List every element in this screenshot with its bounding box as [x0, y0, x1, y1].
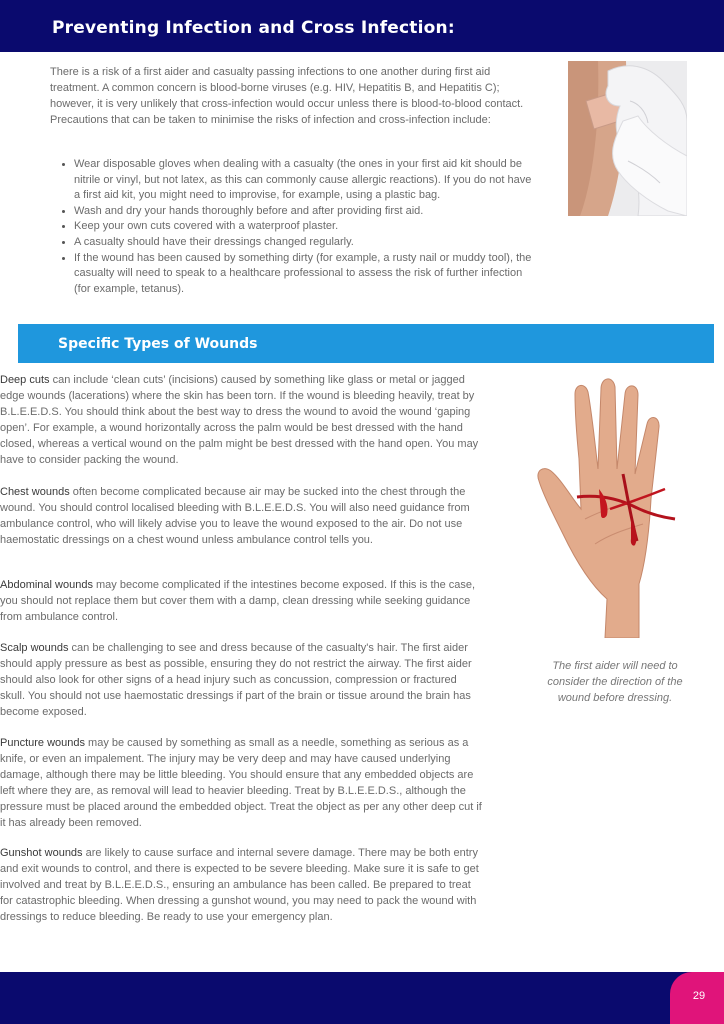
scalp-wounds-paragraph: [0, 640, 484, 720]
wound-description: may become complicated if the intestines become exposed. If this is the case, you should not replace them but cover them with a damp, clean dressing while seeking guidance from ambulance control.: [0, 579, 476, 623]
wound-term: Gunshot wounds: [0, 847, 83, 859]
precautions-list: [56, 157, 536, 297]
wound-term: Deep cuts: [0, 374, 50, 386]
wound-description: can include ‘clean cuts’ (incisions) caused by something like glass or metal or jagged edge wounds (lacerations) where the skin has been torn. If the wound is bleeding heavily, treat by B.L.E.E.D.S. You should think about the best way to dress the wound to avoid the wound ‘gaping open’. For example, a wound horizontally across the palm would be best dressed with the hand closed, whereas a vertical wound on the palm might be best dressed with the hand open. You may have to consider packing the wound.: [0, 374, 479, 466]
deep-cuts-paragraph: [0, 372, 484, 468]
chest-wounds-paragraph: [0, 484, 484, 548]
puncture-wounds-paragraph: [0, 735, 484, 831]
wound-description: may be caused by something as small as a needle, something as serious as a knife, or even an impalement. The injury may be very deep and may have caused underlying damage, although there may be little bleeding. You should ensure that any embedded objects are left where they are, as removal will lead to heavier bleeding. Treat by B.L.E.E.D.S., although the pressure must be placed around the embedded object. Treat the object as per any other deep cut if it has already been removed.: [0, 737, 482, 829]
page-number: 29: [692, 990, 706, 1002]
wound-description: can be challenging to see and dress because of the casualty's hair. The first aider should apply pressure as best as possible, ensuring they do not restrict the airway. The first aider should also look for other signs of a head injury such as concussion, compression or fractured skull. You should not use haemostatic dressings if part of the brain or tissue around the brain has become exposed.: [0, 642, 472, 718]
wounded-hand-illustration: [535, 369, 697, 638]
wound-description: often become complicated because air may be sucked into the chest through the wound. You should control localised bleeding with B.L.E.E.D.S. You will also need guidance from ambulance control, who will likely advise you to leave the wound exposed to the air. Do not use haemostatic dressings on a chest wound unless ambulance control tells you.: [0, 486, 470, 546]
list-item: • Keep your own cuts covered with a waterproof plaster.: [74, 219, 536, 235]
list-item: • A casualty should have their dressings changed regularly.: [74, 235, 536, 251]
figure-caption: The first aider will need to consider the direction of the wound before dressing.: [547, 660, 683, 704]
footer-bar: [0, 972, 724, 1024]
gunshot-wounds-paragraph: [0, 845, 484, 925]
list-item: • Wear disposable gloves when dealing with a casualty (the ones in your first aid kit should be nitrile or vinyl, but not latex, as this can commonly cause allergic reactions). If you do not have a first aid kit, you might need to improvise, for example, using a plastic bag.: [74, 157, 536, 204]
gloved-hands-photo: [568, 61, 687, 216]
list-item: • If the wound has been caused by something dirty (for example, a rusty nail or muddy tool), the casualty will need to speak to a healthcare professional to assess the risk of further infection (for example, tetanus).: [74, 251, 536, 298]
wound-term: Puncture wounds: [0, 737, 85, 749]
list-item: • Wash and dry your hands thoroughly before and after providing first aid.: [74, 204, 536, 220]
section-title: Specific Types of Wounds: [58, 336, 258, 352]
gloved-hands-illustration: [568, 61, 687, 216]
wound-term: Abdominal wounds: [0, 579, 93, 591]
wound-description: are likely to cause surface and internal severe damage. There may be both entry and exit wounds to control, and there is expected to be severe bleeding. Make sure it is safe to get involved and treat by B.L.E.E.D.S., ensuring an ambulance has been called. Be prepared to treat for catastrophic bleeding. When dressing a gunshot wound, you may need to pack the wound with dressings to reduce bleeding. Be ready to use your emergency plan.: [0, 847, 479, 923]
page-title: Preventing Infection and Cross Infection:: [52, 18, 455, 38]
wounded-hand-photo: [535, 369, 697, 638]
intro-paragraph: There is a risk of a first aider and casualty passing infections to one another during first aid treatment. A common concern is blood-borne viruses (e.g. HIV, Hepatitis B, and Hepatitis C); however, it is very unlikely that cross-infection would occur unless there is blood-to-blood contact. Precautions that can be taken to minimise the risks of infection and cross-infection include:: [50, 66, 524, 126]
wound-term: Scalp wounds: [0, 642, 69, 654]
wound-term: Chest wounds: [0, 486, 70, 498]
abdominal-wounds-paragraph: [0, 577, 484, 625]
